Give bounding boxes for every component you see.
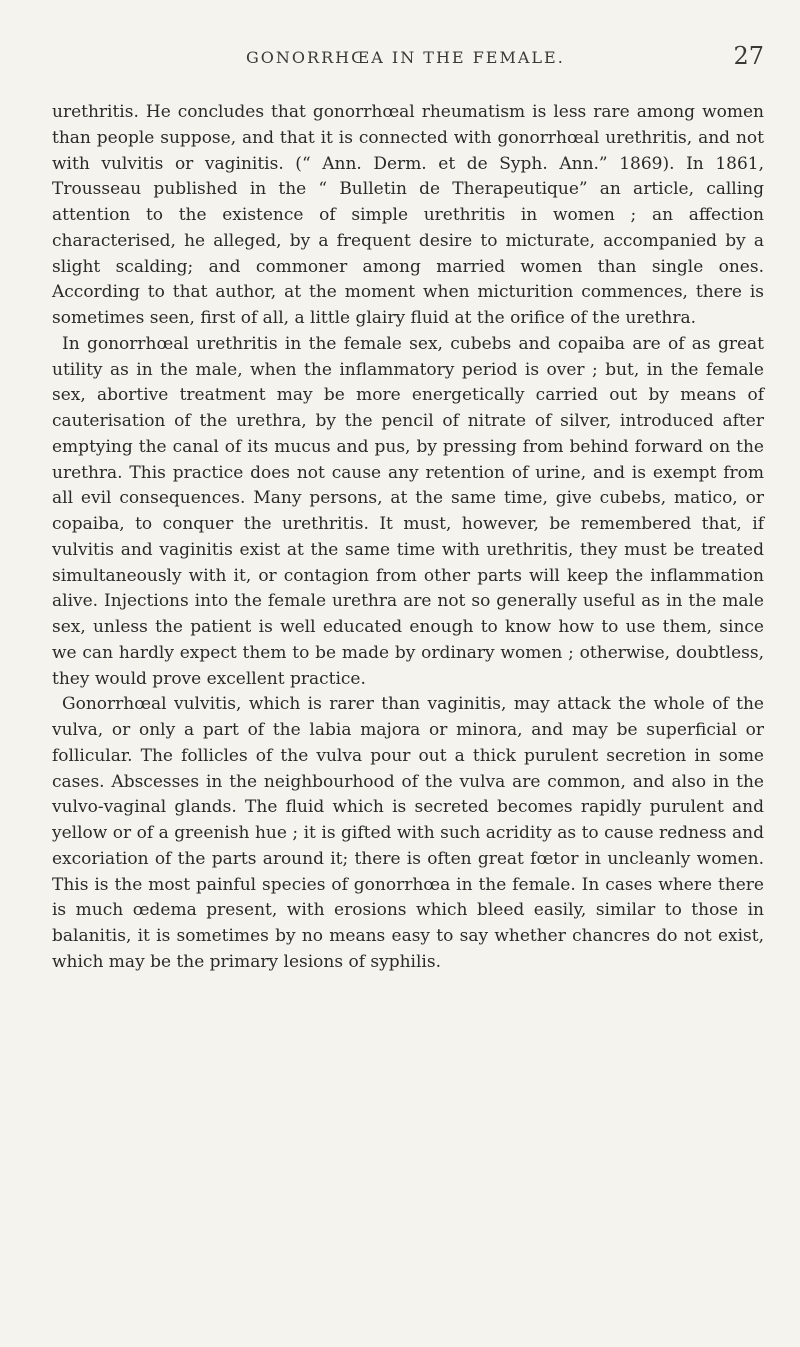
paragraph-treatment: In gonorrhœal urethritis in the female sex, cubebs and copaiba are of as great utility as in the male, when the inflammatory period is over ; but, in the female sex, abortive treatment may be more energetically carried out by means of cauterisation of the urethra, by the pencil of nitrate of silver, introduced after emptying the canal of its mucus and pus, by pressing from behind forward on the urethra. This practice does not cause any retention of urine, and is exempt from all evil consequences. Many persons, at the same time, give cubebs, matico, or copaiba, to conquer the urethritis. It must, however, be remembered that, if vulvitis and vaginitis exist at the same time with urethritis, they must be treated simultaneously with it, or contagion from other parts will keep the inflammation alive. Injections into the female urethra are not so generally useful as in the male sex, unless the patient is well educated enough to know how to use them, since we can hardly expect them to be made by ordinary women ; otherwise, doubtless, they would prove excellent practice. bbox=[52, 333, 764, 689]
running-header bbox=[0, 42, 800, 78]
body-text bbox=[52, 100, 764, 976]
page-number: 27 bbox=[733, 42, 764, 70]
paragraph-continued: urethritis. He concludes that gonorrhœal rheumatism is less rare among women than people suppose, and that it is connected with gonorrhœal urethritis, and not with vulvitis or vaginitis. (“ Ann. Derm. et de Syph. Ann.” 1869). In 1861, Trousseau published in the “ Bulletin de Therapeutique” an article, calling attention to the existence of simple urethritis in women ; an affection characterised, he alleged, by a frequent desire to micturate, accompanied by a slight scalding; and commoner among married women than single ones. According to that author, at the moment when micturition commences, there is sometimes seen, first of all, a little glairy fluid at the orifice of the urethra. bbox=[52, 102, 764, 328]
paragraph-vulvitis: Gonorrhœal vulvitis, which is rarer than vaginitis, may attack the whole of the vulva, or only a part of the labia majora or minora, and may be superficial or follicular. The follicles of the vulva pour out a thick purulent secretion in some cases. Abscesses in the neighbourhood of the vulva are common, and also in the vulvo-vaginal glands. The fluid which is secreted becomes rapidly purulent and yellow or of a greenish hue ; it is gifted with such acridity as to cause redness and excoriation of the parts around it; there is often great fœtor in uncleanly women. This is the most painful species of gonorrhœa in the female. In cases where there is much œdema present, with erosions which bleed easily, similar to those in balanitis, it is sometimes by no means easy to say whether chancres do not exist, which may be the primary lesions of syphilis. bbox=[52, 694, 764, 972]
running-title: GONORRHŒA IN THE FEMALE. bbox=[246, 48, 565, 67]
